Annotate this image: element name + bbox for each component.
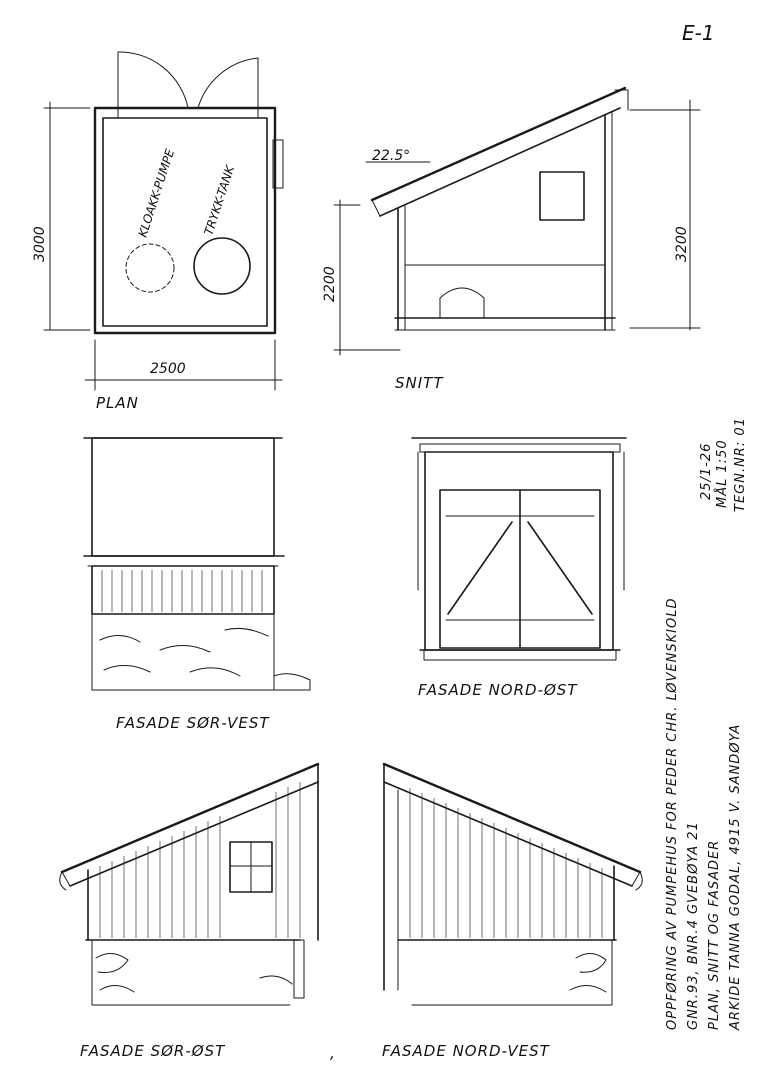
pressure-tank-circle [194, 238, 250, 294]
facade-sor-vest [84, 438, 310, 732]
section-dim-low: 2200 [322, 266, 338, 302]
title-scale: MÅL 1:50 [715, 439, 730, 508]
section-view [322, 88, 700, 392]
plan-dim-depth: 3000 [32, 226, 48, 262]
section-label: SNITT [395, 374, 444, 392]
title-line-4: ARKIDE TANNA GODAL, 4915 V. SANDØYA [728, 723, 743, 1030]
plan-outer-wall [95, 108, 275, 333]
sheet-id: E-1 [682, 21, 715, 45]
section-roof [372, 88, 625, 200]
section-window [540, 172, 584, 220]
plan-view [32, 52, 283, 412]
sor-vest-cladding [92, 566, 274, 614]
plan-inner-wall [103, 118, 267, 326]
sewage-pump-circle [126, 244, 174, 292]
plan-dim-width: 2500 [150, 361, 186, 377]
facade-separator: , [330, 1044, 336, 1062]
plan-equipment-1: KLOAKK-PUMPE [135, 147, 178, 239]
title-block [665, 417, 748, 1031]
plan-equipment-2: TRYKK-TANK [201, 163, 238, 237]
facade-nord-vest-label: FASADE NORD-VEST [382, 1042, 550, 1060]
facade-sor-ost-label: FASADE SØR-ØST [80, 1042, 226, 1060]
facade-nord-ost-label: FASADE NORD-ØST [418, 681, 578, 699]
title-line-3: PLAN, SNITT OG FASADER [707, 839, 722, 1030]
title-date: 25/1-26 [699, 442, 714, 500]
plan-label: PLAN [96, 394, 139, 412]
facade-sor-vest-label: FASADE SØR-VEST [116, 714, 270, 732]
facade-nord-vest [382, 764, 642, 1060]
section-roof-angle: 22.5° [372, 148, 411, 164]
nord-vest-roof [384, 764, 640, 872]
facade-sor-ost [60, 764, 318, 1060]
title-drawing-no: TEGN.NR: 01 [733, 417, 748, 512]
section-dim-high: 3200 [674, 226, 690, 262]
facade-nord-ost [412, 438, 626, 699]
sor-ost-roof [62, 764, 318, 872]
title-line-1: OPPFØRING AV PUMPEHUS FOR PEDER CHR. LØVENSKIOLD [665, 597, 680, 1030]
title-line-2: GNR.93, BNR.4 GVEBØYA 21 [686, 821, 701, 1030]
